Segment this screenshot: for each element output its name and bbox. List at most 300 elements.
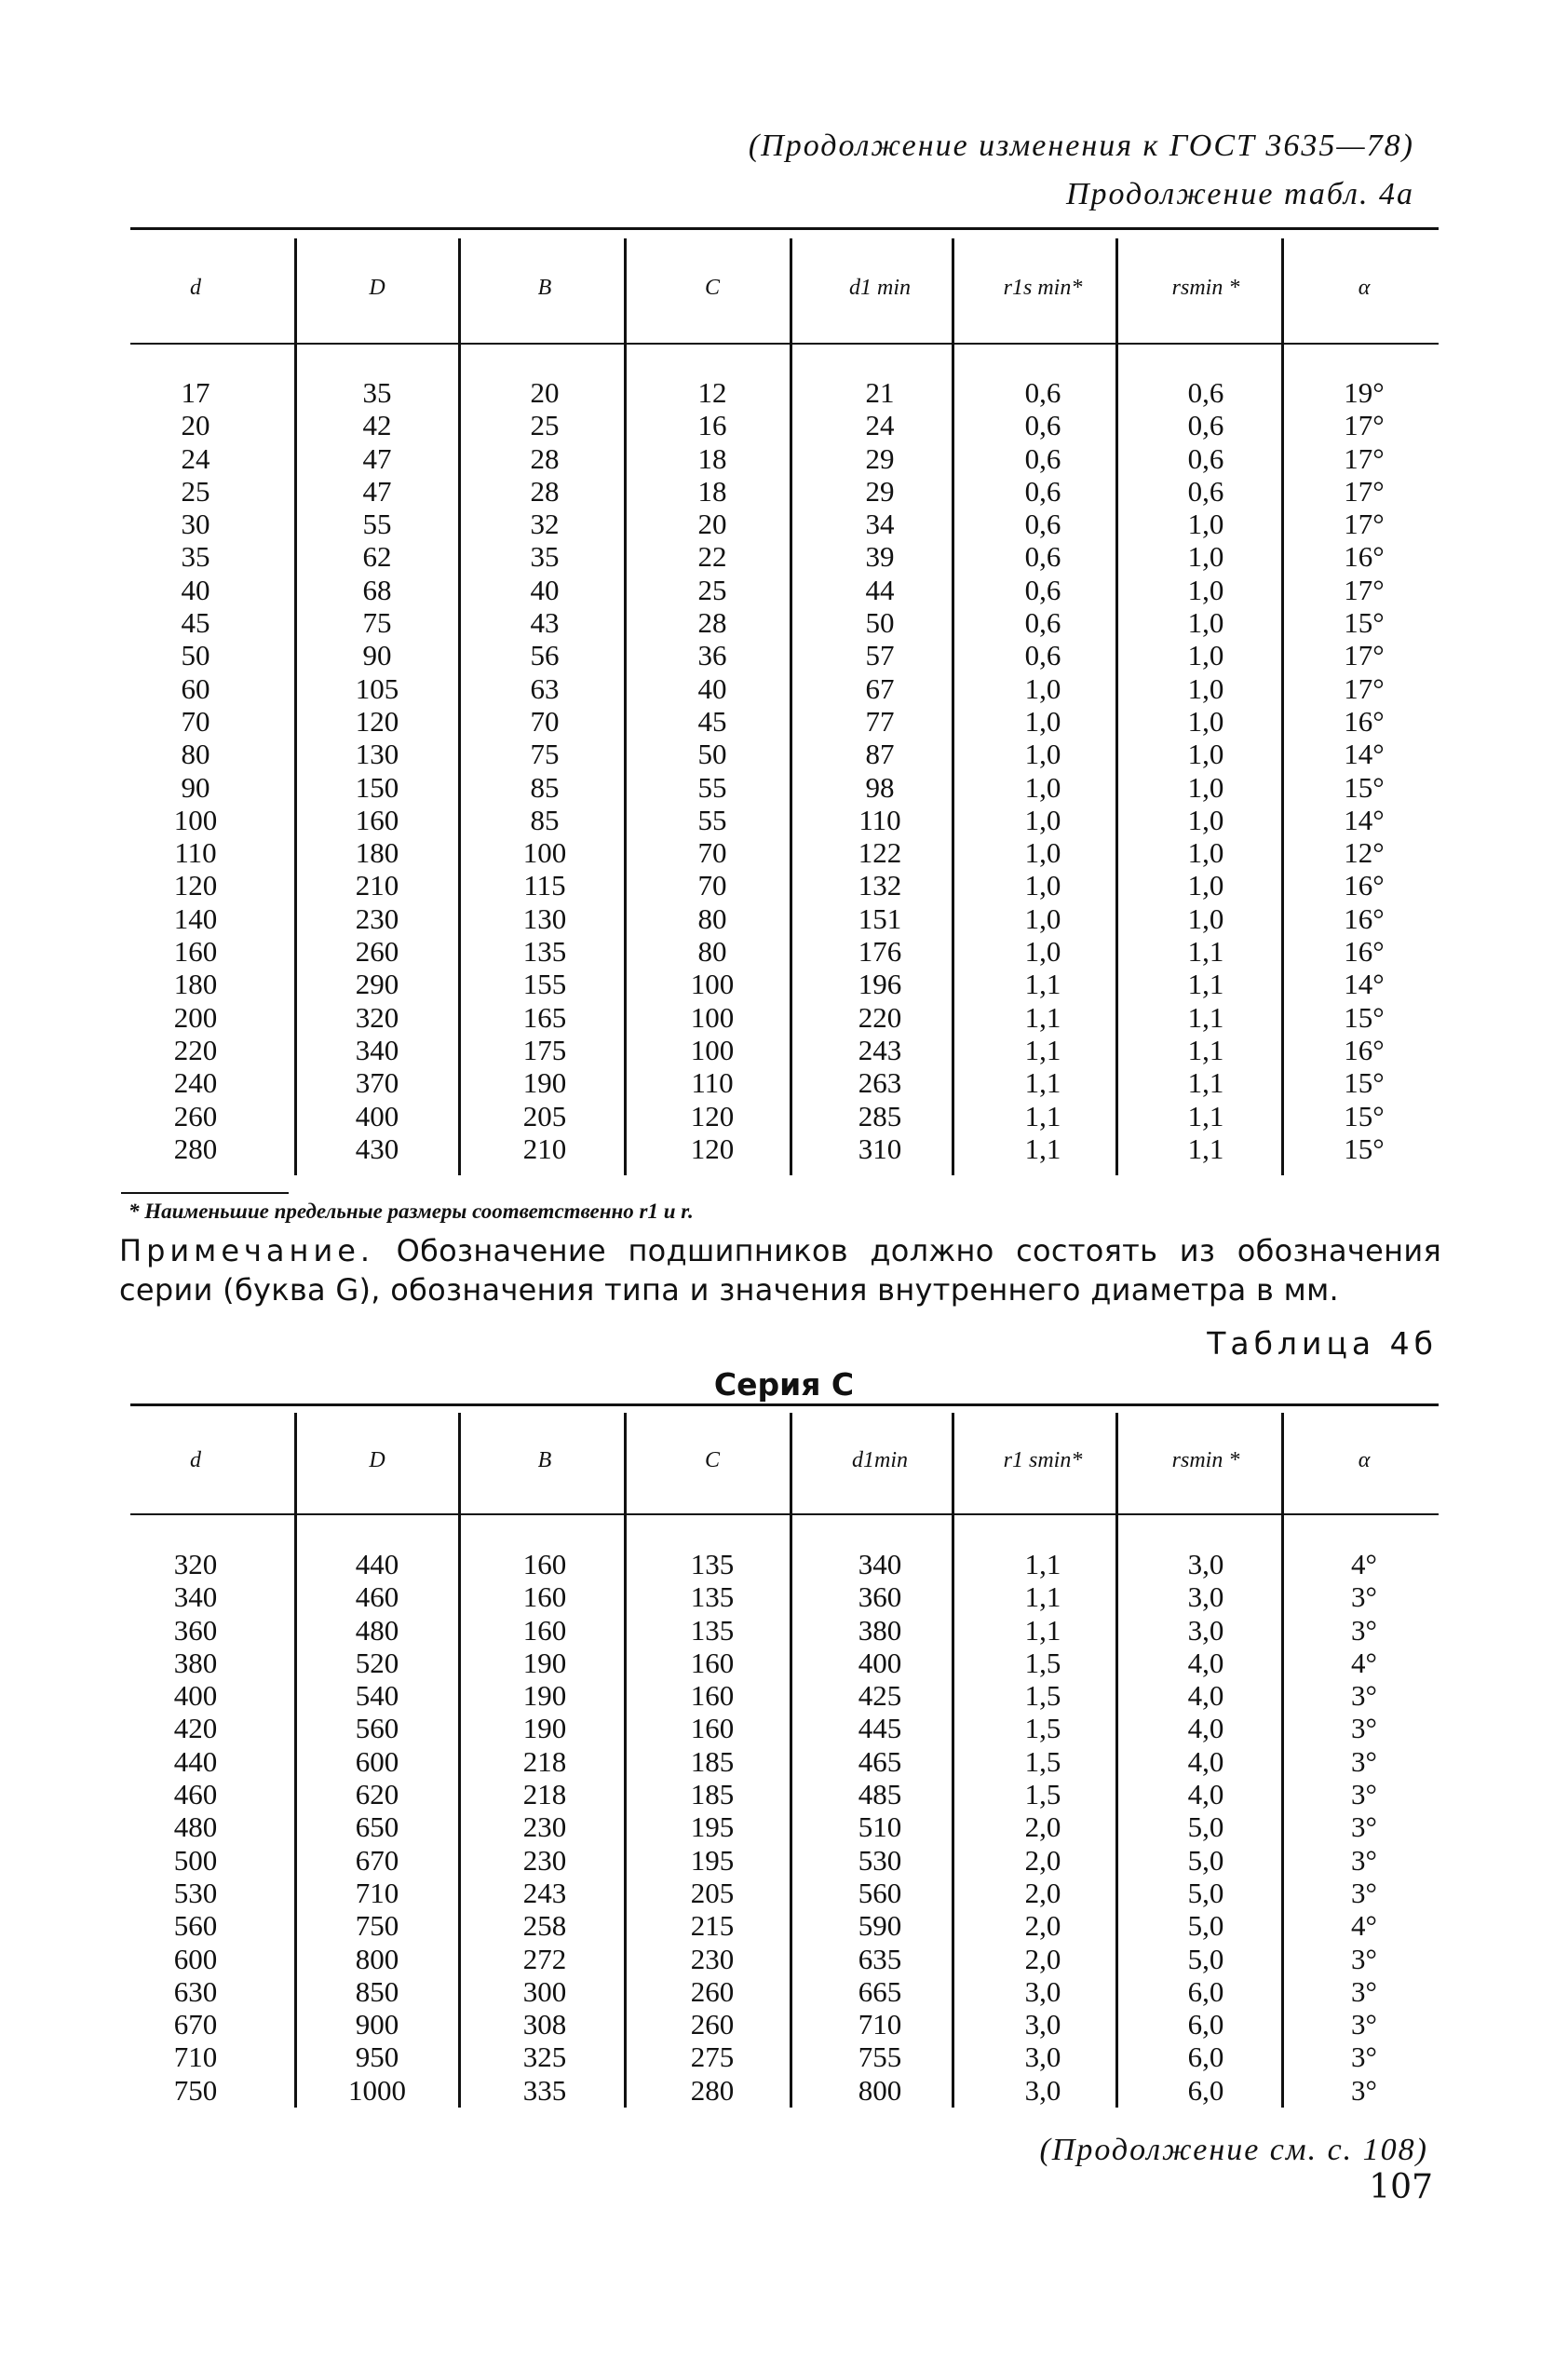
table-cell: 1,0 xyxy=(1187,704,1224,738)
table-cell: 600 xyxy=(173,1942,218,1975)
table-cell: 17° xyxy=(1344,639,1385,672)
table-cell: 230 xyxy=(690,1942,735,1975)
table-cell: 15° xyxy=(1344,1000,1385,1034)
table-cell: 0,6 xyxy=(1024,540,1061,574)
table-cell: 185 xyxy=(690,1744,735,1778)
table-cell: 0,6 xyxy=(1187,474,1224,508)
table-cell: 17 xyxy=(181,376,210,409)
table-cell: 2,0 xyxy=(1024,1843,1061,1877)
column-divider xyxy=(624,238,627,1175)
table-cell: 110 xyxy=(174,836,217,870)
table-cell: 230 xyxy=(355,902,399,935)
table-cell: 1,1 xyxy=(1187,935,1224,969)
table-cell: 630 xyxy=(173,1974,218,2008)
table-cell: 3,0 xyxy=(1024,2040,1061,2074)
table-column xyxy=(964,376,1122,1165)
table-cell: 0,6 xyxy=(1024,441,1061,475)
table-column xyxy=(801,376,959,1165)
table-cell: 40 xyxy=(697,671,727,705)
table-cell: 176 xyxy=(858,935,902,969)
table-cell: 3,0 xyxy=(1024,1974,1061,2008)
table-cell: 1,0 xyxy=(1024,935,1061,969)
table-cell: 1,0 xyxy=(1187,540,1224,574)
table-cell: 1,0 xyxy=(1024,902,1061,935)
table-cell: 1000 xyxy=(348,2073,406,2107)
table-cell: 195 xyxy=(690,1843,735,1877)
table-cell: 130 xyxy=(522,902,567,935)
column-divider xyxy=(952,1413,954,2108)
remark-lead: Примечание. xyxy=(119,1233,375,1268)
table-column xyxy=(466,1548,624,2107)
table-cell: 260 xyxy=(690,1974,735,2008)
table-cell: 560 xyxy=(173,1909,218,1943)
table-cell: 480 xyxy=(173,1810,218,1844)
column-divider xyxy=(1115,1413,1118,2108)
table-cell: 1,0 xyxy=(1024,738,1061,771)
column-divider xyxy=(458,1413,461,2108)
table-cell: 17° xyxy=(1344,573,1385,606)
table-cell: 650 xyxy=(355,1810,399,1844)
table-cell: 665 xyxy=(858,1974,902,2008)
column-header: C xyxy=(704,1448,720,1472)
table-cell: 17° xyxy=(1344,508,1385,541)
table-cell: 1,0 xyxy=(1187,869,1224,902)
column-header: α xyxy=(1358,1448,1371,1472)
table-cell: 3° xyxy=(1351,1810,1377,1844)
table-cell: 35 xyxy=(362,376,392,409)
table-cell: 44 xyxy=(865,573,895,606)
table-cell: 1,1 xyxy=(1024,1066,1061,1100)
header-continuation: (Продолжение изменения к ГОСТ 3635—78) xyxy=(748,129,1414,163)
table-cell: 17° xyxy=(1344,409,1385,442)
table-cell: 220 xyxy=(858,1000,902,1034)
table-cell: 6,0 xyxy=(1187,1974,1224,2008)
table-cell: 430 xyxy=(355,1132,399,1165)
table-column xyxy=(466,376,624,1165)
table-cell: 300 xyxy=(522,1974,567,2008)
table-cell: 55 xyxy=(697,803,727,836)
table-cell: 68 xyxy=(362,573,392,606)
table-cell: 710 xyxy=(355,1876,399,1909)
table-cell: 750 xyxy=(355,1909,399,1943)
column-divider xyxy=(458,238,461,1175)
column-divider xyxy=(294,238,297,1175)
table-cell: 4° xyxy=(1351,1909,1377,1943)
table-cell: 85 xyxy=(530,803,560,836)
table-cell: 20 xyxy=(697,508,727,541)
table-cell: 1,0 xyxy=(1187,836,1224,870)
table-cell: 1,1 xyxy=(1187,1132,1224,1165)
table-cell: 160 xyxy=(522,1580,567,1614)
table-cell: 560 xyxy=(355,1712,399,1745)
remark-text: Обозначение подшипников должно состоять из обозначения серии (буква G), обозначения типа и значения внутреннего диаметра в мм. xyxy=(119,1233,1441,1308)
table-cell: 175 xyxy=(522,1033,567,1066)
table-cell: 160 xyxy=(522,1613,567,1647)
table-cell: 19° xyxy=(1344,376,1385,409)
table-cell: 340 xyxy=(858,1548,902,1580)
table-cell: 1,5 xyxy=(1024,1712,1061,1745)
table-cell: 140 xyxy=(173,902,218,935)
table-cell: 3,0 xyxy=(1187,1580,1224,1614)
table-cell: 185 xyxy=(690,1778,735,1811)
table-cell: 18 xyxy=(697,441,727,475)
table-cell: 120 xyxy=(355,704,399,738)
table-cell: 75 xyxy=(530,738,560,771)
table-cell: 29 xyxy=(865,474,895,508)
table-cell: 3° xyxy=(1351,1613,1377,1647)
table-cell: 320 xyxy=(173,1548,218,1580)
table-cell: 50 xyxy=(181,639,210,672)
table-top-rule xyxy=(130,227,1439,230)
table-cell: 135 xyxy=(690,1580,735,1614)
table-cell: 950 xyxy=(355,2040,399,2074)
table-cell: 190 xyxy=(522,1679,567,1713)
table-cell: 122 xyxy=(858,836,902,870)
table-cell: 25 xyxy=(530,409,560,442)
table-cell: 195 xyxy=(690,1810,735,1844)
table-cell: 132 xyxy=(858,869,902,902)
table-cell: 1,0 xyxy=(1024,836,1061,870)
table-cell: 25 xyxy=(697,573,727,606)
table-cell: 1,1 xyxy=(1024,1580,1061,1614)
footnote: * Наименьшие предельные размеры соответственно r1 и r. xyxy=(128,1200,694,1223)
table-cell: 47 xyxy=(362,441,392,475)
table-cell: 360 xyxy=(173,1613,218,1647)
table-cell: 710 xyxy=(858,2008,902,2041)
table-cell: 0,6 xyxy=(1024,508,1061,541)
table-cell: 1,1 xyxy=(1024,1000,1061,1034)
table-cell: 85 xyxy=(530,770,560,804)
table-cell: 60 xyxy=(181,671,210,705)
table-cell: 445 xyxy=(858,1712,902,1745)
table-cell: 16° xyxy=(1344,869,1385,902)
table-cell: 272 xyxy=(522,1942,567,1975)
table-cell: 12° xyxy=(1344,836,1385,870)
table-cell: 42 xyxy=(362,409,392,442)
table-cell: 3° xyxy=(1351,2073,1377,2107)
table-cell: 98 xyxy=(865,770,895,804)
table-cell: 200 xyxy=(173,1000,218,1034)
table-cell: 1,5 xyxy=(1024,1744,1061,1778)
column-header: B xyxy=(537,276,552,300)
table-cell: 70 xyxy=(181,704,210,738)
table-cell: 400 xyxy=(858,1646,902,1679)
table-cell: 335 xyxy=(522,2073,567,2107)
column-divider xyxy=(1281,238,1284,1175)
table-cell: 485 xyxy=(858,1778,902,1811)
table-cell: 30 xyxy=(181,508,210,541)
table-cell: 600 xyxy=(355,1744,399,1778)
table-cell: 258 xyxy=(522,1909,567,1943)
table-cell: 400 xyxy=(173,1679,218,1713)
table-column xyxy=(1290,1548,1439,2107)
table-cell: 3,0 xyxy=(1187,1613,1224,1647)
table-cell: 5,0 xyxy=(1187,1843,1224,1877)
table-cell: 35 xyxy=(530,540,560,574)
table-cell: 39 xyxy=(865,540,895,574)
table-cell: 750 xyxy=(173,2073,218,2107)
table-cell: 420 xyxy=(173,1712,218,1745)
table-cell: 20 xyxy=(181,409,210,442)
table-cell: 16° xyxy=(1344,704,1385,738)
table-column xyxy=(801,1548,959,2107)
table-cell: 460 xyxy=(173,1778,218,1811)
table-cell: 12 xyxy=(697,376,727,409)
table-cell: 1,0 xyxy=(1187,770,1224,804)
table-cell: 1,0 xyxy=(1187,508,1224,541)
table-cell: 6,0 xyxy=(1187,2040,1224,2074)
remark-paragraph xyxy=(119,1231,1441,1309)
table-column xyxy=(633,376,791,1165)
table-cell: 0,6 xyxy=(1024,376,1061,409)
table-cell: 56 xyxy=(530,639,560,672)
table-cell: 55 xyxy=(362,508,392,541)
table-cell: 670 xyxy=(355,1843,399,1877)
table-cell: 67 xyxy=(865,671,895,705)
table-cell: 1,1 xyxy=(1187,1000,1224,1034)
table-cell: 460 xyxy=(355,1580,399,1614)
table-cell: 16° xyxy=(1344,935,1385,969)
table-cell: 308 xyxy=(522,2008,567,2041)
table-cell: 0,6 xyxy=(1187,441,1224,475)
table-cell: 24 xyxy=(865,409,895,442)
table-cell: 3° xyxy=(1351,1843,1377,1877)
table-cell: 90 xyxy=(181,770,210,804)
table-cell: 45 xyxy=(697,704,727,738)
table-header-rule xyxy=(130,343,1439,345)
table-cell: 1,5 xyxy=(1024,1778,1061,1811)
table-cell: 540 xyxy=(355,1679,399,1713)
table-cell: 440 xyxy=(355,1548,399,1580)
table-cell: 260 xyxy=(355,935,399,969)
table-cell: 520 xyxy=(355,1646,399,1679)
table-cell: 1,5 xyxy=(1024,1646,1061,1679)
column-divider xyxy=(790,238,792,1175)
table-cell: 151 xyxy=(858,902,902,935)
table-cell: 210 xyxy=(355,869,399,902)
table-4b xyxy=(130,1403,1439,2111)
table-cell: 55 xyxy=(697,770,727,804)
table-cell: 160 xyxy=(173,935,218,969)
table-cell: 1,0 xyxy=(1187,803,1224,836)
table-cell: 34 xyxy=(865,508,895,541)
table-cell: 150 xyxy=(355,770,399,804)
table-cell: 17° xyxy=(1344,441,1385,475)
table-cell: 25 xyxy=(181,474,210,508)
table-cell: 100 xyxy=(690,1033,735,1066)
table-cell: 635 xyxy=(858,1942,902,1975)
table-column xyxy=(298,376,456,1165)
table-cell: 1,1 xyxy=(1024,1132,1061,1165)
table-cell: 3° xyxy=(1351,1580,1377,1614)
table-cell: 28 xyxy=(530,474,560,508)
table-cell: 40 xyxy=(181,573,210,606)
table-cell: 1,1 xyxy=(1024,968,1061,1001)
column-header: r1s min* xyxy=(1003,276,1083,300)
table-cell: 120 xyxy=(690,1099,735,1132)
table-cell: 1,1 xyxy=(1187,1033,1224,1066)
table-cell: 36 xyxy=(697,639,727,672)
table-cell: 100 xyxy=(522,836,567,870)
table-cell: 218 xyxy=(522,1744,567,1778)
table-4a xyxy=(130,227,1439,1177)
table-cell: 190 xyxy=(522,1646,567,1679)
table-cell: 800 xyxy=(355,1942,399,1975)
table-cell: 1,1 xyxy=(1024,1099,1061,1132)
table-cell: 0,6 xyxy=(1187,376,1224,409)
table-cell: 1,0 xyxy=(1187,606,1224,640)
table-cell: 4° xyxy=(1351,1646,1377,1679)
table-cell: 243 xyxy=(522,1876,567,1909)
table-cell: 110 xyxy=(858,803,901,836)
table-cell: 40 xyxy=(530,573,560,606)
table-cell: 16° xyxy=(1344,540,1385,574)
table-cell: 80 xyxy=(697,935,727,969)
table-cell: 29 xyxy=(865,441,895,475)
table-cell: 1,1 xyxy=(1024,1548,1061,1580)
table-cell: 260 xyxy=(173,1099,218,1132)
table-cell: 160 xyxy=(522,1548,567,1580)
table-cell: 15° xyxy=(1344,1132,1385,1165)
table-cell: 380 xyxy=(173,1646,218,1679)
table-cell: 325 xyxy=(522,2040,567,2074)
table-cell: 2,0 xyxy=(1024,1876,1061,1909)
table-cell: 2,0 xyxy=(1024,1909,1061,1943)
table-cell: 15° xyxy=(1344,1099,1385,1132)
table-cell: 215 xyxy=(690,1909,735,1943)
table-cell: 285 xyxy=(858,1099,902,1132)
column-header: rsmin * xyxy=(1171,276,1240,300)
table-cell: 850 xyxy=(355,1974,399,2008)
table-cell: 100 xyxy=(690,1000,735,1034)
table-cell: 3,0 xyxy=(1024,2073,1061,2107)
table-cell: 500 xyxy=(173,1843,218,1877)
footer-continuation: (Продолжение см. с. 108) xyxy=(1039,2133,1428,2167)
table-cell: 180 xyxy=(173,968,218,1001)
table-cell: 5,0 xyxy=(1187,1942,1224,1975)
table-continuation-label: Продолжение табл. 4а xyxy=(1065,177,1414,211)
table-cell: 230 xyxy=(522,1843,567,1877)
table-cell: 1,0 xyxy=(1187,573,1224,606)
table-cell: 24 xyxy=(181,441,210,475)
table-cell: 0,6 xyxy=(1187,409,1224,442)
table-cell: 800 xyxy=(858,2073,902,2107)
table-top-rule xyxy=(130,1403,1439,1406)
table-cell: 70 xyxy=(697,836,727,870)
table-cell: 0,6 xyxy=(1024,639,1061,672)
table-cell: 360 xyxy=(858,1580,902,1614)
table-cell: 43 xyxy=(530,606,560,640)
table-cell: 62 xyxy=(362,540,392,574)
table-cell: 1,0 xyxy=(1187,639,1224,672)
table-cell: 1,1 xyxy=(1187,1099,1224,1132)
table-cell: 165 xyxy=(522,1000,567,1034)
table-cell: 1,0 xyxy=(1024,770,1061,804)
table-cell: 21 xyxy=(865,376,895,409)
table-cell: 15° xyxy=(1344,1066,1385,1100)
table-column xyxy=(964,1548,1122,2107)
column-divider xyxy=(294,1413,297,2108)
column-header: D xyxy=(369,1448,385,1472)
table-cell: 160 xyxy=(690,1712,735,1745)
table-cell: 15° xyxy=(1344,770,1385,804)
table-cell: 50 xyxy=(865,606,895,640)
table-cell: 28 xyxy=(530,441,560,475)
table-cell: 210 xyxy=(522,1132,567,1165)
table-cell: 5,0 xyxy=(1187,1876,1224,1909)
table-cell: 4,0 xyxy=(1187,1712,1224,1745)
table-cell: 70 xyxy=(697,869,727,902)
table-cell: 275 xyxy=(690,2040,735,2074)
column-header: d xyxy=(190,276,201,300)
table-cell: 4° xyxy=(1351,1548,1377,1580)
table-column xyxy=(130,1548,261,2107)
table-cell: 120 xyxy=(173,869,218,902)
table-cell: 230 xyxy=(522,1810,567,1844)
table-cell: 0,6 xyxy=(1024,409,1061,442)
table-cell: 425 xyxy=(858,1679,902,1713)
table-cell: 15° xyxy=(1344,606,1385,640)
table-cell: 710 xyxy=(173,2040,218,2074)
table-cell: 465 xyxy=(858,1744,902,1778)
table-cell: 28 xyxy=(697,606,727,640)
table-cell: 90 xyxy=(362,639,392,672)
table-cell: 5,0 xyxy=(1187,1909,1224,1943)
table-cell: 6,0 xyxy=(1187,2073,1224,2107)
table-cell: 1,5 xyxy=(1024,1679,1061,1713)
table-cell: 130 xyxy=(355,738,399,771)
table-cell: 0,6 xyxy=(1024,573,1061,606)
table-cell: 77 xyxy=(865,704,895,738)
table-cell: 280 xyxy=(690,2073,735,2107)
table-cell: 14° xyxy=(1344,968,1385,1001)
table-cell: 5,0 xyxy=(1187,1810,1224,1844)
table-cell: 310 xyxy=(858,1132,902,1165)
table-cell: 1,0 xyxy=(1187,671,1224,705)
table-cell: 3° xyxy=(1351,1679,1377,1713)
table-cell: 3° xyxy=(1351,1744,1377,1778)
table-cell: 755 xyxy=(858,2040,902,2074)
column-divider xyxy=(1281,1413,1284,2108)
table-cell: 135 xyxy=(522,935,567,969)
column-header: d xyxy=(190,1448,201,1472)
table-column xyxy=(633,1548,791,2107)
table-cell: 63 xyxy=(530,671,560,705)
table-cell: 120 xyxy=(690,1132,735,1165)
table-cell: 1,0 xyxy=(1024,803,1061,836)
table-cell: 1,0 xyxy=(1187,902,1224,935)
table-cell: 70 xyxy=(530,704,560,738)
table-cell: 510 xyxy=(858,1810,902,1844)
table-cell: 1,0 xyxy=(1024,671,1061,705)
table-cell: 3,0 xyxy=(1024,2008,1061,2041)
column-divider xyxy=(624,1413,627,2108)
table-cell: 340 xyxy=(173,1580,218,1614)
table-cell: 180 xyxy=(355,836,399,870)
table-header-rule xyxy=(130,1513,1439,1515)
table-cell: 3° xyxy=(1351,1778,1377,1811)
table-cell: 263 xyxy=(858,1066,902,1100)
table-cell: 105 xyxy=(355,671,399,705)
column-header: B xyxy=(537,1448,552,1472)
table-cell: 480 xyxy=(355,1613,399,1647)
table-cell: 4,0 xyxy=(1187,1744,1224,1778)
table-cell: 0,6 xyxy=(1024,606,1061,640)
table-cell: 1,0 xyxy=(1187,738,1224,771)
table-cell: 1,1 xyxy=(1187,1066,1224,1100)
table-cell: 2,0 xyxy=(1024,1942,1061,1975)
table-cell: 190 xyxy=(522,1712,567,1745)
